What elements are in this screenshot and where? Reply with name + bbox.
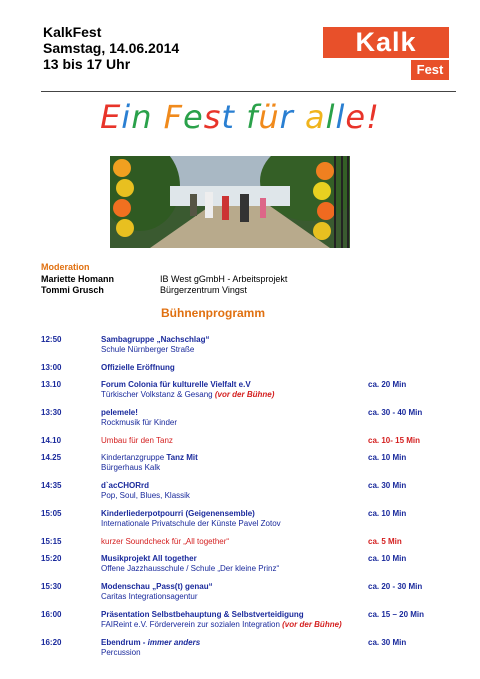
program-duration: ca. 10 Min: [368, 554, 407, 563]
title-letter: s: [203, 98, 222, 136]
program-act-subtitle: Bürgerhaus Kalk: [101, 463, 161, 472]
program-act-subtitle: Caritas Integrationsagentur: [101, 592, 198, 601]
title-letter: [152, 98, 163, 136]
program-time: 16:00: [41, 610, 62, 619]
program-duration: ca. 10 Min: [368, 509, 407, 518]
moderator-name: Mariette Homann: [41, 274, 115, 284]
title-letter: [294, 98, 305, 136]
program-duration: ca. 5 Min: [368, 537, 402, 546]
title-letter: F: [163, 98, 184, 136]
program-duration: ca. 20 Min: [368, 380, 407, 389]
program-act-title: Präsentation Selbstbehauptung & Selbstverteidigung: [101, 610, 304, 619]
program-act: [101, 453, 366, 473]
program-act-title: Musikprojekt All together: [101, 554, 197, 563]
program-act: [101, 436, 366, 446]
program-act-title: Umbau für den Tanz: [101, 436, 173, 445]
program-act: [101, 582, 366, 602]
logo-kalk: Kalk: [323, 27, 449, 58]
title-letter: l: [325, 98, 336, 136]
page-title: [0, 95, 480, 139]
program-act: [101, 408, 366, 428]
program-act: [101, 537, 366, 547]
festival-photo: [110, 156, 350, 248]
program-time: 13:30: [41, 408, 62, 417]
header-date: Samstag, 14.06.2014: [43, 40, 180, 56]
program-act-title: Forum Colonia für kulturelle Vielfalt e.V: [101, 380, 251, 389]
title-letter: f: [246, 98, 259, 136]
program-act-subtitle: Rockmusik für Kinder: [101, 418, 178, 427]
title-letter: e: [345, 98, 367, 136]
moderation-label: Moderation: [41, 262, 90, 272]
program-time: 14:35: [41, 481, 62, 490]
title-letter: E: [100, 98, 122, 136]
program-act: [101, 638, 366, 658]
title-letter: l: [335, 98, 346, 136]
program-time: 16:20: [41, 638, 62, 647]
program-act-title: Offizielle Eröffnung: [101, 363, 175, 372]
logo-fest: Fest: [411, 58, 449, 80]
header-time: 13 bis 17 Uhr: [43, 56, 131, 72]
moderator-org: Bürgerzentrum Vingst: [160, 285, 247, 295]
program-act-title: Kindertanzgruppe Tanz Mit: [101, 453, 198, 462]
program-duration: ca. 10- 15 Min: [368, 436, 421, 445]
kalkfest-logo: [323, 27, 449, 78]
moderator-org: IB West gGmbH - Arbeitsprojekt: [160, 274, 288, 284]
program-time: 12:50: [41, 335, 62, 344]
program-time: 13.10: [41, 380, 62, 389]
title-letter: e: [183, 98, 204, 136]
title-letter: n: [131, 98, 153, 136]
program-duration: ca. 30 Min: [368, 638, 407, 647]
program-time: 15:20: [41, 554, 62, 563]
title-letter: ü: [258, 98, 280, 136]
header-divider: [41, 91, 456, 92]
program-duration: ca. 30 - 40 Min: [368, 408, 423, 417]
program-act-subtitle: Türkischer Volkstanz & Gesang (vor der Bühne): [101, 390, 275, 399]
program-act-title: Sambagruppe „Nachschlag“: [101, 335, 210, 344]
festival-photo-image: [110, 156, 350, 248]
program-act-subtitle: Schule Nürnberger Straße: [101, 345, 195, 354]
header-event-name: KalkFest: [43, 24, 102, 40]
title-letter: !: [366, 98, 380, 136]
program-duration: ca. 10 Min: [368, 453, 407, 462]
program-act: [101, 335, 366, 355]
program-time: 15:30: [41, 582, 62, 591]
program-act-subtitle: Internationale Privatschule der Künste Pavel Zotov: [101, 519, 281, 528]
program-time: 13:00: [41, 363, 62, 372]
title-letter: r: [279, 98, 294, 136]
program-act-title: pelemele!: [101, 408, 138, 417]
program-act: [101, 481, 366, 501]
program-time: 15:05: [41, 509, 62, 518]
header: [43, 24, 179, 72]
program-act: [101, 610, 366, 630]
title-letter: [235, 98, 246, 136]
program-act-subtitle: Pop, Soul, Blues, Klassik: [101, 491, 190, 500]
program-duration: ca. 30 Min: [368, 481, 407, 490]
program-act: [101, 554, 366, 574]
program-act: [101, 380, 366, 400]
program-duration: ca. 15 – 20 Min: [368, 610, 425, 619]
program-act: [101, 363, 366, 373]
title-letter: t: [221, 98, 235, 136]
program-act-subtitle: Offene Jazzhausschule / Schule „Der kleine Prinz“: [101, 564, 280, 573]
title-letter: a: [305, 98, 326, 136]
program-duration: ca. 20 - 30 Min: [368, 582, 423, 591]
program-act-subtitle: Percussion: [101, 648, 141, 657]
program-act-title: d`acCHORrd: [101, 481, 150, 490]
program-act-subtitle: FAIReint e.V. Förderverein zur sozialen Integration (vor der Bühne): [101, 620, 342, 629]
program-time: 14.10: [41, 436, 62, 445]
program-act-title: Ebendrum - immer anders: [101, 638, 201, 647]
program-act-title: Kinderliederpotpourri (Geigenensemble): [101, 509, 255, 518]
program-time: 14.25: [41, 453, 62, 462]
program-title: Bühnenprogramm: [161, 306, 266, 320]
program-act: [101, 509, 366, 529]
program-time: 15:15: [41, 537, 62, 546]
program-act-title: kurzer Soundcheck für „All together“: [101, 537, 230, 546]
title-letter: i: [121, 98, 132, 136]
program-act-title: Modenschau „Pass(t) genau“: [101, 582, 213, 591]
moderator-name: Tommi Grusch: [41, 285, 104, 295]
